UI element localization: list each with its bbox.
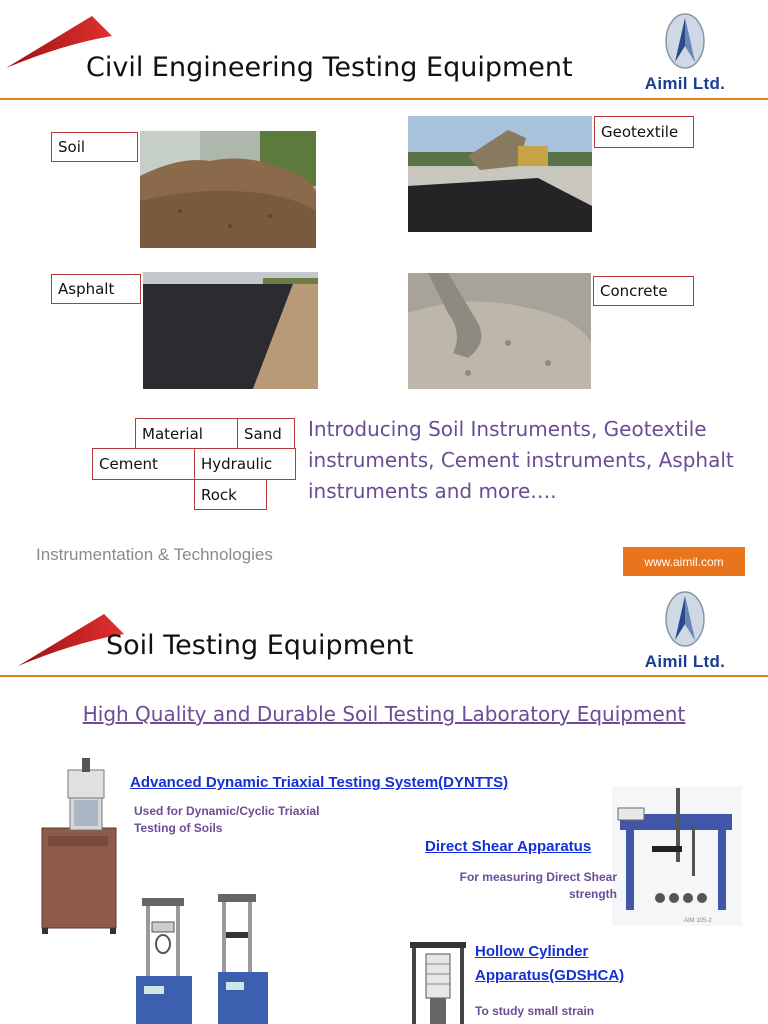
geotextile-photo [408,116,592,232]
section-subtitle: High Quality and Durable Soil Testing Laboratory Equipment [82,702,686,726]
hollow-cylinder-image [410,940,466,1024]
logo-text: Aimil Ltd. [644,652,726,671]
sand-tag: Sand [237,418,295,449]
cement-tag: Cement [92,448,196,480]
logo-text: Aimil Ltd. [644,74,726,93]
concrete-photo [408,273,591,389]
slide-soil-testing [0,590,768,1024]
asphalt-photo [143,272,318,389]
product-link-direct-shear[interactable]: Direct Shear Apparatus [425,838,592,855]
page-title: Soil Testing Equipment [106,630,414,661]
load-frame-image [130,892,272,1024]
hydraulic-tag: Hydraulic [194,448,296,480]
direct-shear-image [612,786,742,926]
product-link-hollow-cylinder[interactable]: Hollow Cylinder Apparatus(GDSHCA) [475,943,625,984]
soil-label: Soil [51,132,138,162]
asphalt-label: Asphalt [51,274,141,304]
company-logo [630,590,740,680]
intro-text: Introducing Soil Instruments, Geotextile instruments, Cement instruments, Asphalt instruments and more…. [308,417,734,503]
aimil-emblem-icon [663,12,707,72]
website-link[interactable]: www.aimil.com [623,547,745,576]
title-divider [0,98,768,100]
company-logo [630,12,740,102]
tagline: Instrumentation & Technologies [36,545,273,564]
geotextile-label: Geotextile [594,116,694,148]
soil-photo [140,131,316,248]
title-divider [0,675,768,677]
product-desc-dyntts: Used for Dynamic/Cyclic Triaxial Testing of Soils [134,804,320,835]
triaxial-system-image [38,756,120,934]
product-desc-hollow-cylinder: To study small strain [475,1004,595,1018]
page-title: Civil Engineering Testing Equipment [86,52,573,83]
model-code: AIM 105-2 [684,918,712,924]
product-link-dyntts[interactable]: Advanced Dynamic Triaxial Testing System(DYNTTS) [130,774,509,791]
aimil-emblem-icon [663,590,707,650]
rock-tag: Rock [194,479,267,510]
concrete-label: Concrete [593,276,694,306]
material-tag: Material [135,418,238,449]
product-desc-direct-shear: For measuring Direct Shear strength [459,870,617,901]
